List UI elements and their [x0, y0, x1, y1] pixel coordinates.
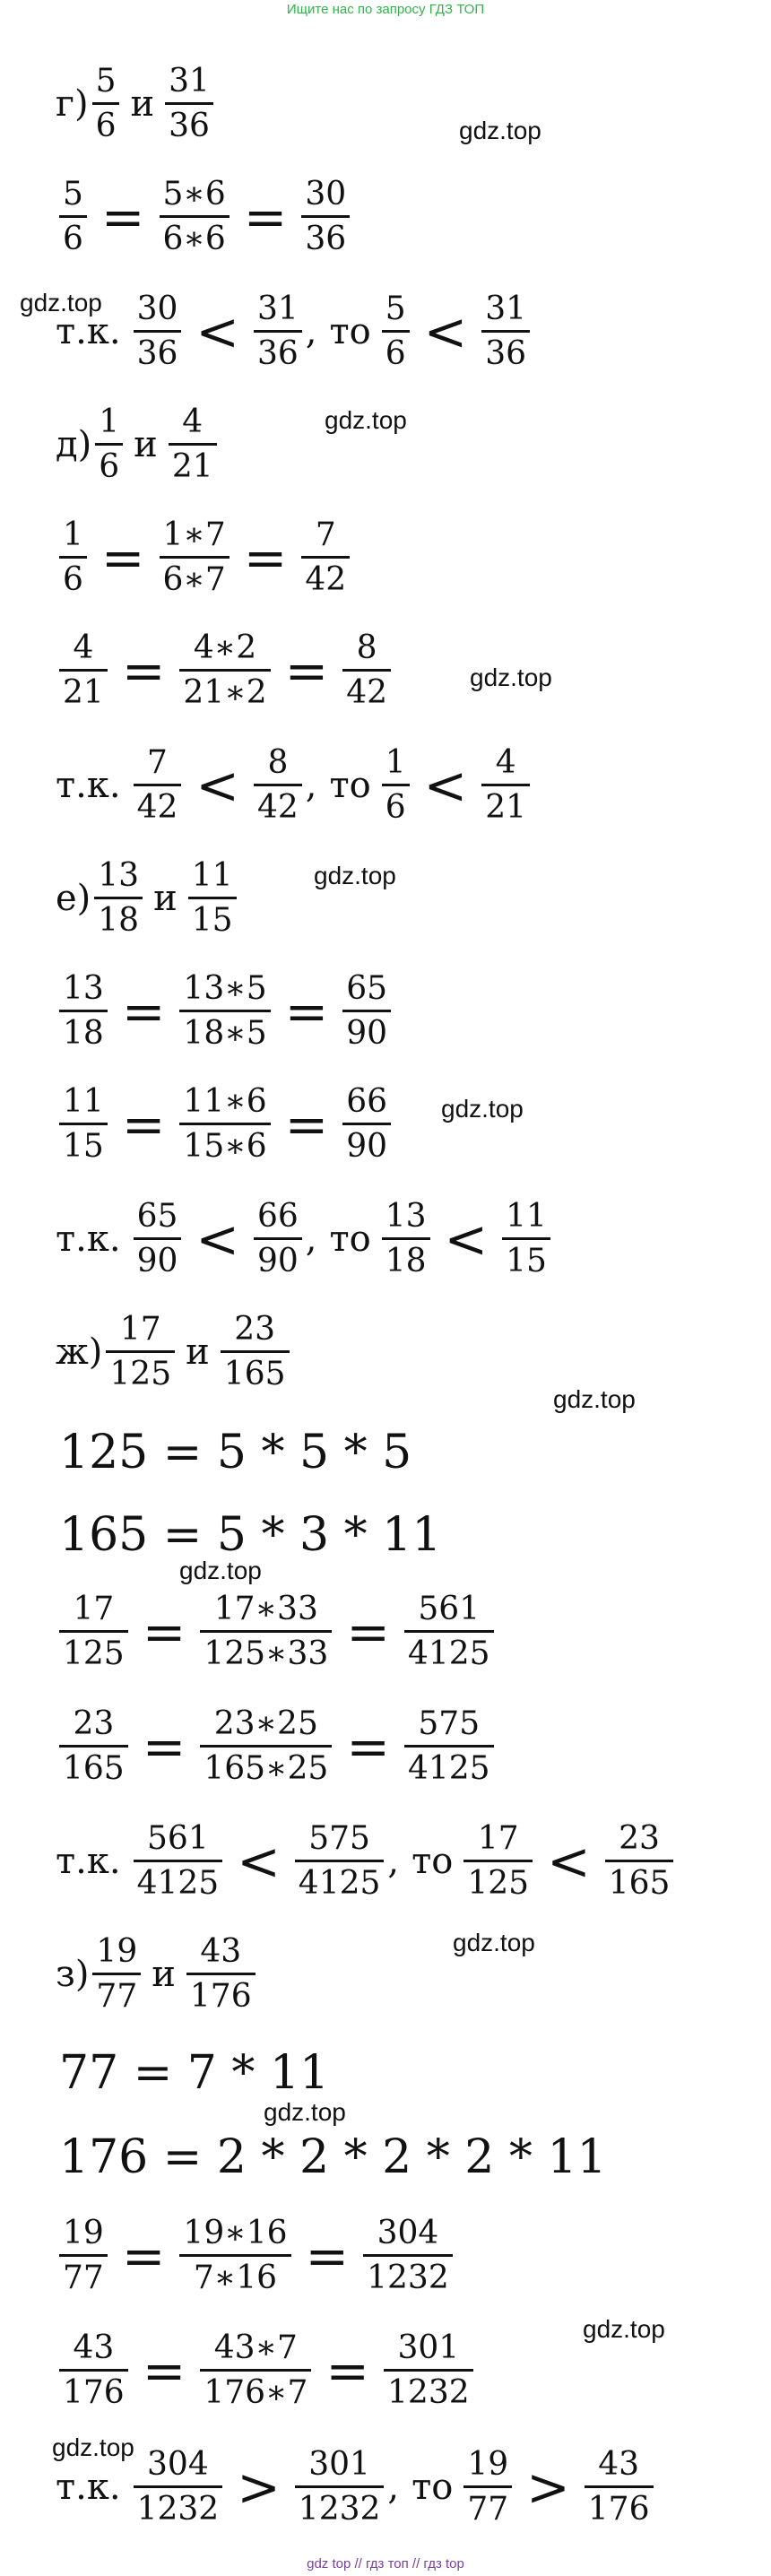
watermark: gdz.top — [325, 406, 407, 434]
watermark: gdz.top — [583, 2315, 665, 2343]
fraction: $\frac{575}{4125}$ — [404, 1707, 494, 1786]
conjunction: и — [152, 1953, 176, 1995]
comparison-sign: < — [195, 754, 239, 816]
task-e-convert-a: $\frac{13}{18}$ = $\frac{13∗5}{18∗5}$ = $\frac{65}{90}$ — [56, 972, 394, 1051]
top-banner[interactable]: Ищите нас по запросу ГДЗ ТОП — [286, 2, 485, 17]
fraction: $\frac{4}{21}$ — [169, 405, 217, 484]
bottom-banner[interactable]: gdz top // гдз топ // гдз top — [307, 2556, 464, 2572]
conjunction: и — [134, 423, 158, 465]
since-word: т.к. — [56, 2466, 121, 2508]
task-label: д) — [56, 423, 92, 465]
task-d-convert-a: $\frac{1}{6}$ = $\frac{1∗7}{6∗7}$ = $\frac{7}{42}$ — [56, 518, 353, 597]
conjunction: и — [130, 82, 155, 125]
fraction: $\frac{17∗33}{125∗33}$ — [200, 1592, 332, 1671]
since-word: т.к. — [56, 1218, 121, 1260]
fraction: $\frac{4∗2}{21∗2}$ — [179, 631, 270, 710]
fraction: $\frac{17}{125}$ — [463, 1822, 533, 1901]
fraction: $\frac{304}{1232}$ — [363, 2216, 453, 2295]
watermark: gdz.top — [264, 2098, 346, 2126]
fraction: $\frac{4}{21}$ — [59, 631, 108, 710]
watermark: gdz.top — [553, 1385, 636, 1413]
then-word: то — [329, 764, 371, 806]
task-label: ж) — [56, 1331, 103, 1373]
then-word: то — [329, 310, 371, 352]
fraction: $\frac{43}{176}$ — [585, 2448, 654, 2527]
task-e-convert-b: $\frac{11}{15}$ = $\frac{11∗6}{15∗6}$ = $\frac{66}{90}$ — [56, 1085, 394, 1164]
fraction: $\frac{30}{36}$ — [134, 292, 182, 371]
fraction: $\frac{1∗7}{6∗7}$ — [160, 518, 230, 597]
task-z-convert-a: $\frac{19}{77}$ = $\frac{19∗16}{7∗16}$ = $\frac{304}{1232}$ — [56, 2216, 456, 2295]
comparison-sign: > — [237, 2456, 281, 2518]
fraction: $\frac{30}{36}$ — [301, 178, 350, 256]
watermark: gdz.top — [470, 664, 552, 691]
fraction: $\frac{13}{18}$ — [382, 1200, 430, 1279]
watermark: gdz.top — [314, 862, 396, 889]
task-label: з) — [56, 1953, 90, 1995]
fraction: $\frac{17}{125}$ — [59, 1592, 128, 1671]
fraction: $\frac{304}{1232}$ — [134, 2448, 223, 2527]
task-z-header — [56, 1935, 259, 2014]
fraction: $\frac{13}{18}$ — [59, 972, 108, 1051]
then-word: то — [411, 1840, 454, 1882]
fraction: $\frac{575}{4125}$ — [295, 1822, 385, 1901]
fraction: $\frac{13∗5}{18∗5}$ — [179, 972, 270, 1051]
conjunction: и — [186, 1331, 210, 1373]
fraction: $\frac{5}{6}$ — [382, 292, 410, 371]
watermark: gdz.top — [20, 289, 102, 317]
fraction: $\frac{23}{165}$ — [59, 1707, 128, 1786]
watermark: gdz.top — [459, 117, 541, 144]
task-zh-convert-b: $\frac{23}{165}$ = $\frac{23∗25}{165∗25}$ = $\frac{575}{4125}$ — [56, 1707, 498, 1786]
fraction: $\frac{66}{90}$ — [342, 1085, 391, 1164]
task-label: г) — [56, 82, 89, 125]
task-d-header — [56, 405, 221, 484]
watermark: gdz.top — [179, 1557, 262, 1584]
watermark: gdz.top — [453, 1929, 535, 1956]
task-e-header — [56, 859, 240, 938]
fraction: $\frac{23}{165}$ — [221, 1313, 290, 1392]
fraction: $\frac{301}{1232}$ — [295, 2448, 385, 2527]
watermark: gdz.top — [441, 1095, 524, 1123]
task-zh-header — [56, 1313, 293, 1392]
fraction: $\frac{13}{18}$ — [94, 859, 143, 938]
fraction: $\frac{11}{15}$ — [59, 1085, 108, 1164]
fraction: $\frac{1}{6}$ — [382, 746, 410, 825]
fraction: $\frac{17}{125}$ — [106, 1313, 175, 1392]
fraction: $\frac{1}{6}$ — [59, 518, 87, 597]
task-label: е) — [56, 877, 91, 919]
task-d-convert-b: $\frac{4}{21}$ = $\frac{4∗2}{21∗2}$ = $\frac{8}{42}$ — [56, 631, 394, 710]
fraction: $\frac{31}{36}$ — [254, 292, 302, 371]
then-word: то — [329, 1218, 371, 1260]
fraction: $\frac{31}{36}$ — [481, 292, 530, 371]
task-g-conclusion: т.к. $\frac{30}{36}$ < $\frac{31}{36}$ , то $\frac{5}{6}$ < $\frac{31}{36}$ — [56, 292, 533, 371]
fraction: $\frac{561}{4125}$ — [134, 1822, 223, 1901]
task-g-convert: $\frac{5}{6}$ = $\frac{5∗6}{6∗6}$ = $\frac{30}{36}$ — [56, 178, 353, 256]
comparison-sign: < — [237, 1830, 281, 1892]
fraction: $\frac{5∗6}{6∗6}$ — [160, 178, 230, 256]
fraction: $\frac{8}{42}$ — [342, 631, 391, 710]
task-z-convert-b: $\frac{43}{176}$ = $\frac{43∗7}{176∗7}$ = $\frac{301}{1232}$ — [56, 2331, 477, 2410]
fraction: $\frac{8}{42}$ — [254, 746, 302, 825]
factorization: 165 = 5 * 3 * 11 — [59, 1508, 442, 1562]
fraction: $\frac{65}{90}$ — [134, 1200, 182, 1279]
comparison-sign: < — [195, 300, 239, 362]
since-word: т.к. — [56, 1840, 121, 1882]
fraction: $\frac{561}{4125}$ — [404, 1592, 494, 1671]
fraction: $\frac{65}{90}$ — [342, 972, 391, 1051]
fraction: $\frac{5}{6}$ — [92, 65, 120, 143]
comparison-sign: < — [444, 1208, 489, 1270]
since-word: т.к. — [56, 764, 121, 806]
conjunction: и — [153, 877, 178, 919]
fraction: $\frac{43}{176}$ — [186, 1935, 256, 2014]
fraction: $\frac{43}{176}$ — [59, 2331, 128, 2410]
comparison-sign: < — [423, 754, 468, 816]
fraction: $\frac{5}{6}$ — [59, 178, 87, 256]
fraction: $\frac{19∗16}{7∗16}$ — [179, 2216, 290, 2295]
comparison-sign: > — [526, 2456, 570, 2518]
fraction: $\frac{31}{36}$ — [165, 65, 213, 143]
task-zh-convert-a: $\frac{17}{125}$ = $\frac{17∗33}{125∗33}$ = $\frac{561}{4125}$ — [56, 1592, 498, 1671]
task-g-header — [56, 65, 217, 143]
fraction: $\frac{11∗6}{15∗6}$ — [179, 1085, 270, 1164]
fraction: $\frac{4}{21}$ — [481, 746, 530, 825]
fraction: $\frac{7}{42}$ — [301, 518, 350, 597]
since-word: т.к. — [56, 310, 121, 352]
comparison-sign: < — [423, 300, 468, 362]
factorization: 125 = 5 * 5 * 5 — [59, 1426, 412, 1479]
factorization: 176 = 2 * 2 * 2 * 2 * 11 — [59, 2130, 607, 2184]
watermark: gdz.top — [52, 2433, 134, 2461]
fraction: $\frac{43∗7}{176∗7}$ — [200, 2331, 311, 2410]
fraction: $\frac{23∗25}{165∗25}$ — [200, 1707, 332, 1786]
task-e-conclusion: т.к. $\frac{65}{90}$ < $\frac{66}{90}$ , то $\frac{13}{18}$ < $\frac{11}{15}$ — [56, 1200, 554, 1279]
fraction: $\frac{66}{90}$ — [254, 1200, 302, 1279]
comparison-sign: < — [195, 1208, 239, 1270]
comparison-sign: < — [547, 1830, 591, 1892]
then-word: то — [411, 2466, 454, 2508]
fraction: $\frac{1}{6}$ — [95, 405, 123, 484]
fraction: $\frac{23}{165}$ — [605, 1822, 674, 1901]
fraction: $\frac{301}{1232}$ — [384, 2331, 473, 2410]
fraction: $\frac{7}{42}$ — [134, 746, 182, 825]
factorization: 77 = 7 * 11 — [59, 2046, 330, 2100]
fraction: $\frac{11}{15}$ — [188, 859, 237, 938]
fraction: $\frac{11}{15}$ — [502, 1200, 550, 1279]
task-d-conclusion: т.к. $\frac{7}{42}$ < $\frac{8}{42}$ , то $\frac{1}{6}$ < $\frac{4}{21}$ — [56, 746, 533, 825]
fraction: $\frac{19}{77}$ — [463, 2448, 512, 2527]
fraction: $\frac{19}{77}$ — [92, 1935, 141, 2014]
fraction: $\frac{19}{77}$ — [59, 2216, 108, 2295]
task-z-conclusion: т.к. $\frac{304}{1232}$ > $\frac{301}{1232}$ , то $\frac{19}{77}$ > $\frac{43}{176}$ — [56, 2448, 657, 2527]
task-zh-conclusion: т.к. $\frac{561}{4125}$ < $\frac{575}{4125}$ , то $\frac{17}{125}$ < $\frac{23}{165}$ — [56, 1822, 677, 1901]
